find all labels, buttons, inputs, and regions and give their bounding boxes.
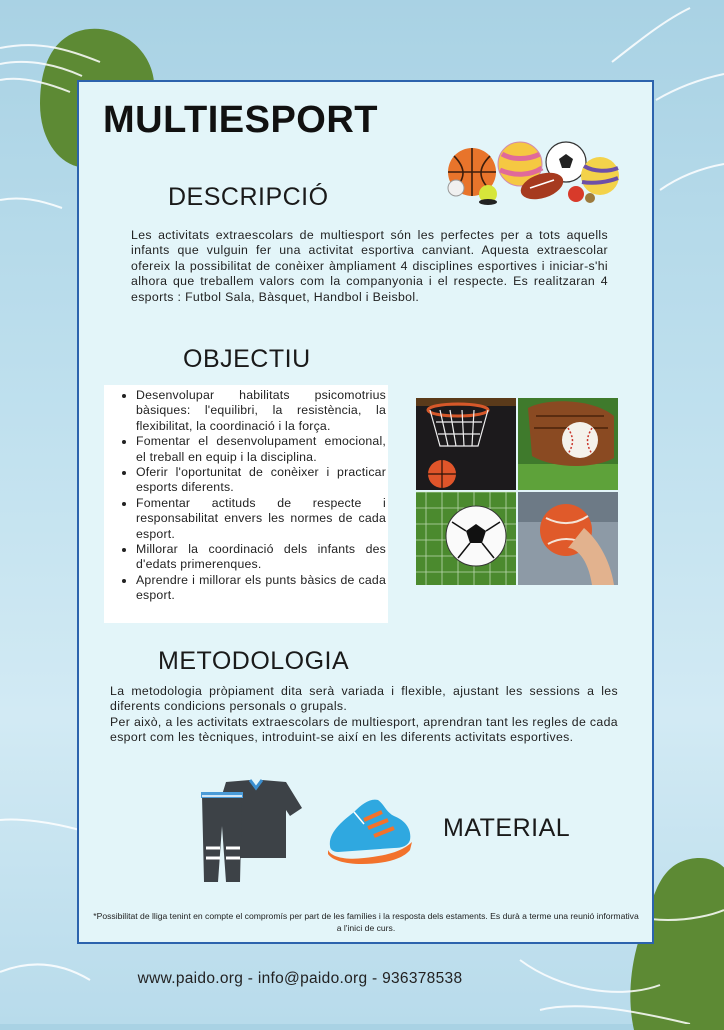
metodologia-heading: METODOLOGIA <box>158 647 350 675</box>
objectiu-list <box>114 388 386 604</box>
sports-photo-collage <box>416 398 618 585</box>
list-item: • Aprendre i millorar els punts bàsics de cada esport. <box>136 573 386 604</box>
material-heading: MATERIAL <box>443 814 571 842</box>
sneaker-icon <box>324 790 414 866</box>
list-item: • Fomentar el desenvolupament emocional, el treball en equip i la disciplina. <box>136 434 386 465</box>
metodologia-paragraph: Per això, a les activitats extraescolars de multiesport, aprendran tant les regles de cada esport com les tècniques, introduint-se així en les diferents activitats esportives. <box>110 715 618 745</box>
list-item: • Millorar la coordinació dels infants des d'edats primerenques. <box>136 542 386 573</box>
list-item: • Fomentar actituds de respecte i responsabilitat envers les normes de cada esport. <box>136 496 386 542</box>
soccer-photo <box>416 492 516 585</box>
list-item: • Desenvolupar habilitats psicomotrius bàsiques: l'equilibri, la resistència, la flexibilitat, la coordinació i la força. <box>136 388 386 434</box>
sports-balls-icon <box>442 138 622 206</box>
objectiu-heading: OBJECTIU <box>183 345 311 373</box>
list-item: • Oferir l'oportunitat de conèixer i practicar esports diferents. <box>136 465 386 496</box>
footnote: *Possibilitat de lliga tenint en compte el compromís per part de les famílies i la resposta dels estaments. Es durà a terme una reunió informativa a l'inici de curs. <box>93 911 639 933</box>
basketball-photo <box>416 398 516 490</box>
descripcio-text: Les activitats extraescolars de multiesport són les perfectes per a tots aquells infants que vulguin fer una activitat esportiva canviant. Aquesta extraescolar ofereix la possibilitat de conèixer àmpliament 4 disciplines esportives i iniciar-s'hi alhora que treballem valors com la companyonia i el respecte. Es realitzaran 4 esports : Futbol Sala, Bàsquet, Handbol i Beisbol. <box>131 228 608 304</box>
metodologia-paragraph: La metodologia pròpiament dita serà variada i flexible, ajustant les sessions a les diferents condicions personals o grupals. <box>110 684 618 714</box>
sportswear-icon <box>196 778 304 882</box>
descripcio-heading: DESCRIPCIÓ <box>168 183 329 211</box>
page-title: MULTIESPORT <box>103 99 379 141</box>
handball-photo <box>518 492 618 585</box>
contact-info: www.paido.org - info@paido.org - 936378538 <box>137 970 463 987</box>
baseball-photo <box>518 398 618 490</box>
